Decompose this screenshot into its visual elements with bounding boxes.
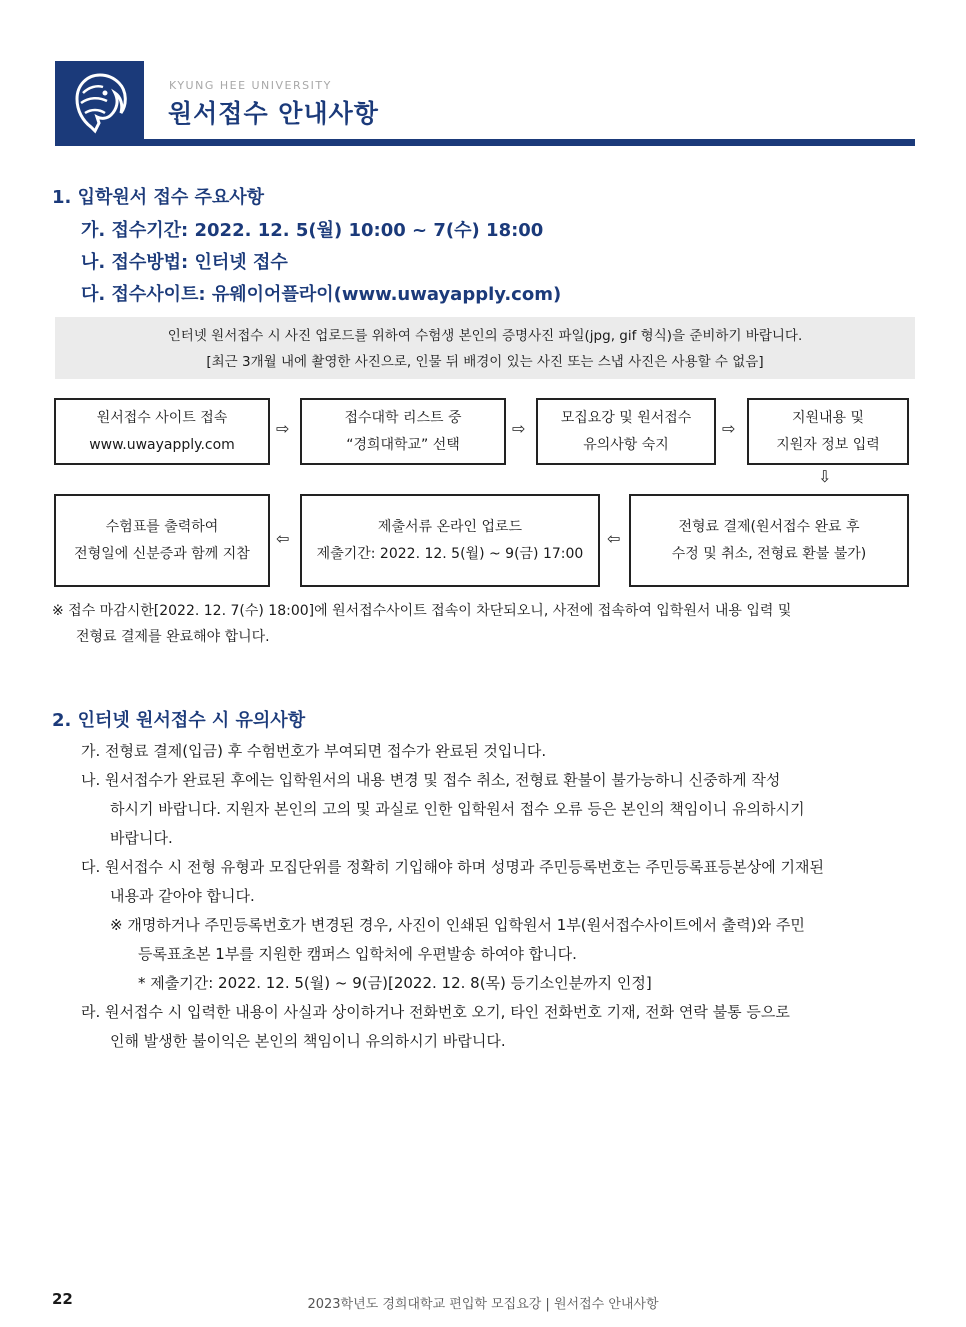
page-title: 원서접수 안내사항: [168, 99, 379, 128]
flow-step-line: 유의사항 숙지: [583, 436, 669, 453]
flow-step-line: 접수대학 리스트 중: [344, 409, 462, 426]
caution-line: 바랍니다.: [110, 829, 173, 847]
arrow-down-icon: ⇩: [818, 467, 832, 486]
flow-step-line: www.uwayapply.com: [89, 436, 235, 453]
flow-step-line: 제출서류 온라인 업로드: [377, 518, 523, 535]
section2-heading: 2. 인터넷 원서접수 시 유의사항: [52, 710, 306, 731]
header-rule: [55, 139, 915, 146]
flow-step-line: 지원내용 및: [791, 409, 865, 426]
flow-step-line: 전형료 결제(원서접수 완료 후: [678, 518, 860, 535]
caution-line: 라. 원서접수 시 입력한 내용이 사실과 상이하거나 전화번호 오기, 타인 전화번호 기재, 전화 연락 불통 등으로: [81, 1003, 790, 1021]
flow-step-print-ticket: [54, 494, 270, 587]
photo-notice-line: 인터넷 원서접수 시 사진 업로드를 위하여 수험생 본인의 증명사진 파일(jpg, gif 형식)을 준비하기 바랍니다.: [167, 328, 803, 344]
deadline-footnote-cont: 전형료 결제를 완료해야 합니다.: [76, 629, 270, 645]
flow-step-line: “경희대학교” 선택: [346, 436, 460, 453]
caution-line: 하시기 바랍니다. 지원자 본인의 고의 및 과실로 인한 입학원서 접수 오류 등은 본인의 책임이니 유의하시기: [110, 800, 805, 818]
university-logo: [55, 61, 144, 146]
lion-emblem-icon: [69, 71, 131, 135]
caution-line: 인해 발생한 불이익은 본인의 책임이니 유의하시기 바랍니다.: [110, 1032, 506, 1050]
caution-line: 내용과 같아야 합니다.: [110, 887, 255, 905]
section1-item-period: 가. 접수기간: 2022. 12. 5(월) 10:00 ~ 7(수) 18:00: [81, 220, 544, 241]
arrow-right-icon: ⇨: [512, 419, 526, 438]
caution-line: * 제출기간: 2022. 12. 5(월) ~ 9(금)[2022. 12. 8(목) 등기소인분까지 인정]: [138, 974, 652, 992]
caution-line: 다. 원서접수 시 전형 유형과 모집단위를 정확히 기입해야 하며 성명과 주민등록번호는 주민등록표등본상에 기재된: [81, 858, 825, 876]
caution-line: 등록표초본 1부를 지원한 캠퍼스 입학처에 우편발송 하여야 합니다.: [138, 945, 577, 963]
caution-line: ※ 개명하거나 주민등록번호가 변경된 경우, 사진이 인쇄된 입학원서 1부(원서접수사이트에서 출력)와 주민: [110, 916, 805, 934]
flow-step-line: 전형일에 신분증과 함께 지참: [74, 545, 250, 562]
photo-notice-line: [최근 3개월 내에 촬영한 사진으로, 인물 뒤 배경이 있는 사진 또는 스냅 사진은 사용할 수 없음]: [206, 354, 764, 370]
flow-step-enter-info: [747, 398, 909, 465]
flow-step-pay-fee: [629, 494, 909, 587]
section1-heading: 1. 입학원서 접수 주요사항: [52, 187, 265, 208]
page-number: 22: [52, 1290, 73, 1308]
arrow-left-icon: ⇦: [607, 529, 621, 548]
arrow-left-icon: ⇦: [276, 529, 290, 548]
flow-step-line: 지원자 정보 입력: [776, 436, 880, 453]
flow-step-upload-documents: [300, 494, 600, 587]
flow-step-line: 수정 및 취소, 전형료 환불 불가): [671, 545, 867, 562]
caution-line: 가. 전형료 결제(입금) 후 수험번호가 부여되면 접수가 완료된 것입니다.: [81, 742, 547, 760]
footer-text: 2023학년도 경희대학교 편입학 모집요강 | 원서접수 안내사항: [307, 1297, 659, 1312]
flow-step-line: 모집요강 및 원서접수: [560, 409, 692, 426]
flow-step-site-access: [54, 398, 270, 465]
photo-notice-box: [55, 317, 915, 379]
flow-step-line: 수험표를 출력하여: [105, 518, 219, 535]
deadline-footnote: ※ 접수 마감시한[2022. 12. 7(수) 18:00]에 원서접수사이트 접속이 차단되오니, 사전에 접속하여 입학원서 내용 입력 및: [52, 603, 792, 619]
arrow-right-icon: ⇨: [276, 419, 290, 438]
flow-step-read-guidelines: [536, 398, 716, 465]
section1-item-site: 다. 접수사이트: 유웨이어플라이(www.uwayapply.com): [81, 284, 562, 305]
arrow-right-icon: ⇨: [722, 419, 736, 438]
university-name: KYUNG HEE UNIVERSITY: [169, 79, 332, 92]
flow-step-select-university: [300, 398, 506, 465]
caution-line: 나. 원서접수가 완료된 후에는 입학원서의 내용 변경 및 접수 취소, 전형료 환불이 불가능하니 신중하게 작성: [81, 771, 781, 789]
flow-step-line: 원서접수 사이트 접속: [96, 409, 228, 426]
flow-step-line: 제출기간: 2022. 12. 5(월) ~ 9(금) 17:00: [316, 545, 584, 562]
section1-item-method: 나. 접수방법: 인터넷 접수: [81, 252, 288, 273]
